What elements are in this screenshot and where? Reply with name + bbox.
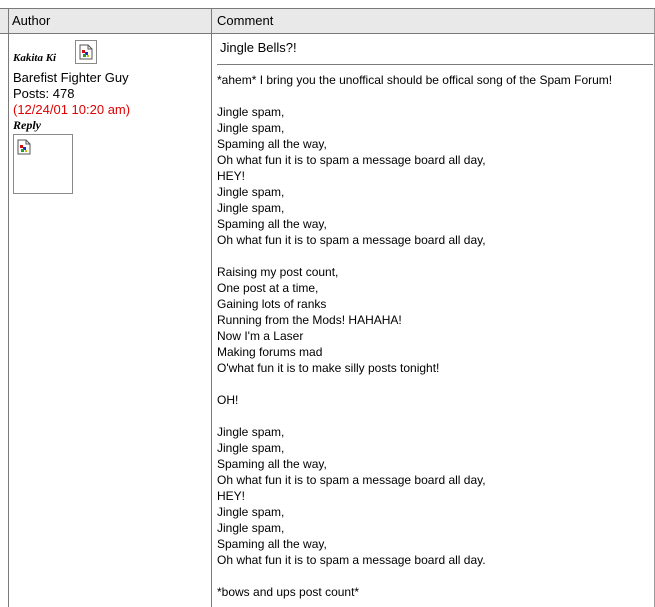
- post-line: [217, 248, 653, 264]
- reply-link[interactable]: Reply: [13, 118, 41, 132]
- author-title: Barefist Fighter Guy: [13, 70, 129, 85]
- post-line: Jingle spam,: [217, 505, 285, 519]
- post-line: Spaming all the way,: [217, 217, 327, 231]
- post-line: Jingle spam,: [217, 105, 285, 119]
- post-body: [217, 72, 653, 600]
- table-header: [0, 9, 655, 34]
- post-line: Making forums mad: [217, 345, 323, 359]
- comment-cell: [217, 40, 653, 599]
- post-line: Jingle spam,: [217, 521, 285, 535]
- post-line: Jingle spam,: [217, 121, 285, 135]
- avatar: [13, 134, 73, 194]
- post-line: O'what fun it is to make silly posts tonight!: [217, 361, 440, 375]
- post-line: HEY!: [217, 169, 246, 183]
- post-line: Jingle spam,: [217, 441, 285, 455]
- post-line: [217, 376, 653, 392]
- comment-column-header: Comment: [217, 13, 274, 28]
- post-line: [217, 408, 653, 424]
- top-margin: [0, 0, 655, 9]
- post-line: Jingle spam,: [217, 185, 285, 199]
- broken-image-icon: [17, 139, 31, 155]
- post-line: [217, 88, 653, 104]
- column-divider: [211, 9, 212, 607]
- post-line: Gaining lots of ranks: [217, 297, 327, 311]
- profile-icon[interactable]: [75, 40, 97, 64]
- left-border: [8, 9, 9, 607]
- post-line: Oh what fun it is to spam a message board all day,: [217, 473, 486, 487]
- post-line: Oh what fun it is to spam a message board all day.: [217, 553, 486, 567]
- post-date: (12/24/01 10:20 am): [13, 102, 131, 117]
- title-divider: [217, 64, 653, 65]
- post-line: Raising my post count,: [217, 265, 339, 279]
- post-line: *bows and ups post count*: [217, 585, 360, 599]
- post-line: Oh what fun it is to spam a message board all day,: [217, 153, 486, 167]
- post-line: [217, 568, 653, 584]
- author-name[interactable]: Kakita Ki: [13, 52, 57, 64]
- author-column-header: Author: [12, 13, 51, 28]
- post-line: Spaming all the way,: [217, 537, 327, 551]
- post-line: Jingle spam,: [217, 201, 285, 215]
- post-count: Posts: 478: [13, 86, 75, 101]
- post-line: OH!: [217, 393, 239, 407]
- post-line: One post at a time,: [217, 281, 319, 295]
- post-line: HEY!: [217, 489, 246, 503]
- post-line: Spaming all the way,: [217, 457, 327, 471]
- author-cell: [13, 40, 208, 194]
- post-line: Oh what fun it is to spam a message board all day,: [217, 233, 486, 247]
- post-line: *ahem* I bring you the unoffical should be offical song of the Spam Forum!: [217, 73, 613, 87]
- post-line: Now I'm a Laser: [217, 329, 304, 343]
- post-line: Spaming all the way,: [217, 137, 327, 151]
- post-line: Running from the Mods! HAHAHA!: [217, 313, 402, 327]
- post-line: Jingle spam,: [217, 425, 285, 439]
- post-title: Jingle Bells?!: [220, 40, 297, 55]
